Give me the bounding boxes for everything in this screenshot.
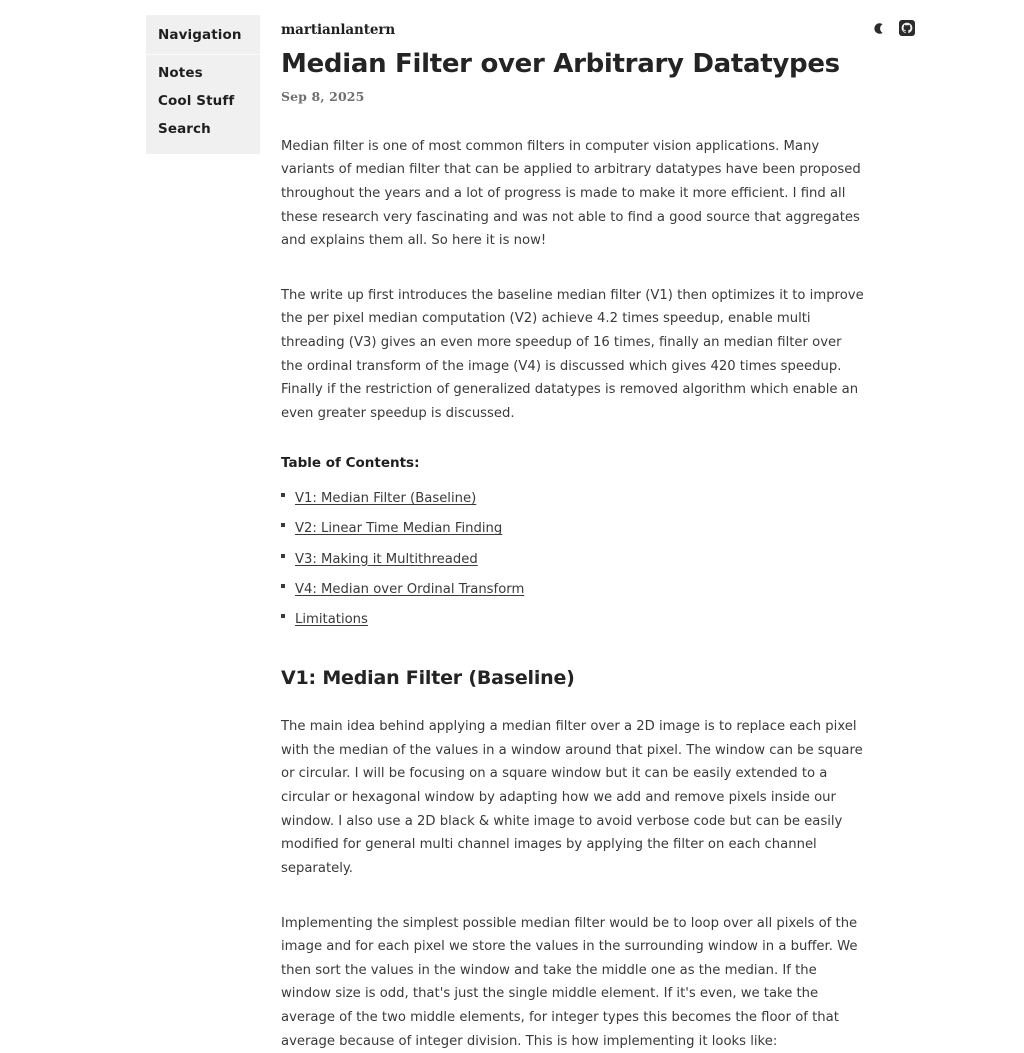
sidebar-item-notes[interactable] xyxy=(146,59,260,87)
v1-paragraph-2: Implementing the simplest possible median filter would be to loop over all pixels of the image and for each pixel we store the values in the surrounding window in a buffer. We then sort the values in the window and take the middle one as the median. If the window size is odd, that's just the single middle element. If it's even, we take the average of the two middle elements, for integer types this becomes the floor of that average because of integer division. This is how implementing it looks like: xyxy=(281,915,858,1049)
toc-link-v1[interactable]: V1: Median Filter (Baseline) xyxy=(295,491,477,507)
sidebar-link-notes[interactable]: Notes xyxy=(158,65,203,81)
moon-icon[interactable] xyxy=(872,21,887,36)
list-item xyxy=(281,516,867,538)
sidebar-title: Navigation xyxy=(146,15,260,55)
toc-link-limitations[interactable]: Limitations xyxy=(295,612,368,628)
topbar xyxy=(281,19,867,43)
toc-link-v4[interactable]: V4: Median over Ordinal Transform xyxy=(295,582,525,598)
topbar-icon-group xyxy=(872,20,915,36)
v1-paragraph-1: The main idea behind applying a median filter over a 2D image is to replace each pixel with the median of the values in a window around that pixel. The window can be square or circular. I will be focusing on a square window but it can be easily extended to a circular or hexagonal window by adapting how we add and remove pixels inside our window. I also use a 2D black & white image to avoid verbose code but can be easily modified for general multi channel images by applying the filter on each channel separately. xyxy=(281,719,863,876)
toc-link-v2[interactable]: V2: Linear Time Median Finding xyxy=(295,521,503,537)
intro-paragraph: Median filter is one of most common filters in computer vision applications. Many variants of median filter that can be applied to arbitrary datatypes have been proposed throughout the years and a lot of progress is made to make it more efficient. I find all these research very fascinating and was not able to find a good source that aggregates and explains them all. So here it is now! xyxy=(281,138,861,249)
sidebar-link-cool-stuff[interactable]: Cool Stuff xyxy=(158,93,235,109)
overview-paragraph: The write up first introduces the baseline median filter (V1) then optimizes it to improve the per pixel median computation (V2) achieve 4.2 times speedup, enable multi threading (V3) gives an even more speedup of 16 times, finally an median filter over the ordinal transform of the image (V4) is discussed which gives 420 times speedup. Finally if the restriction of generalized datatypes is removed algorithm which enable an even greater speedup is discussed. xyxy=(281,287,864,421)
list-item xyxy=(281,486,867,508)
sidebar-item-cool-stuff[interactable] xyxy=(146,87,260,115)
list-item xyxy=(281,607,867,629)
list-item xyxy=(281,547,867,569)
sidebar-item-search[interactable] xyxy=(146,115,260,143)
list-item xyxy=(281,577,867,599)
post-date: Sep 8, 2025 xyxy=(281,88,365,104)
section-heading-v1: V1: Median Filter (Baseline) xyxy=(281,667,575,690)
main-content xyxy=(281,19,867,1053)
sidebar-list xyxy=(146,55,260,154)
toc-list xyxy=(281,486,867,629)
navigation-sidebar xyxy=(146,15,260,154)
toc-heading: Table of Contents: xyxy=(281,454,420,471)
github-icon[interactable] xyxy=(899,20,915,36)
toc-link-v3[interactable]: V3: Making it Multithreaded xyxy=(295,551,478,567)
sidebar-link-search[interactable]: Search xyxy=(158,121,211,137)
page-title: Median Filter over Arbitrary Datatypes xyxy=(281,49,840,79)
site-name-link[interactable]: martianlantern xyxy=(281,22,396,38)
